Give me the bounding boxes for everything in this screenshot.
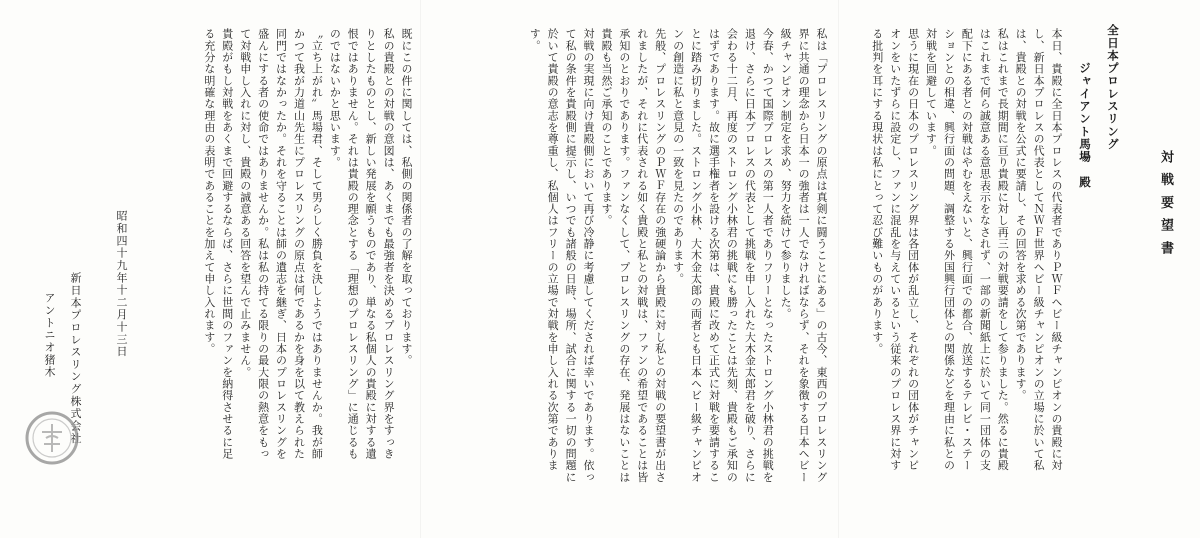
recipient-organization: 全日本プロレスリング <box>1106 24 1120 151</box>
body-paragraph-5: 今春、かつて国際プロレスの第一人者でありフリーとなったストロング小林君の挑戦を退け、さらに日本プロレスの代表として挑戦を申し入れた大木金太郎君を破り、さらに会わる十二月、再度のストロング小林君の挑戦にも勝ったことは先刻、貴殿もご承知のはずであります。故に選手権者を設ける次第は、貴殿に改めて正式に対戦を要請することに踏み切りました。ストロング小林、大木金太郎の両者とも日本ヘビー級チャンピオンの創造に私と意見の一致を見たのであります。 <box>671 28 775 483</box>
body-column-2 <box>435 28 830 488</box>
body-paragraph-8: 既にこの件に関しては、私側の関係者の了解を取っております。 <box>400 28 413 367</box>
body-paragraph-10: 〝立ち上がれ〟馬場君、そして男らしく勝負を決しようではありませんか。我が師かつて我が力道山先生にプロレスリングの原点は何であるかを身を以て教えられた同門ではなかったか。それを守ることは師の遺志を継ぎ、日本のプロレスリングを盛んにする者の使命ではありませんか。私は私の持てる限りの最大限の熱意をもって対戦申し入れに対し、貴殿の誠意ある回答を望んで止みません。 <box>238 28 324 460</box>
document-title: 対戦要望書 <box>1158 150 1173 264</box>
seal-stamp-icon <box>22 408 82 468</box>
body-paragraph-2: 私はこれまで長期間に亘り貴殿に対し再三の対戦要請をして参りました。然るに貴殿はこれまで何ら誠意ある意思表示をなされず、一部の新聞紙上に於いて同一団体の支配下にある者との対戦はやむをえないと、興行面での都合、放送するテレビ・ステーションとの相違、興行面の問題、調整する外国興行団体との関係などを理由に私との対戦を回避しています。 <box>924 28 1010 472</box>
body-paragraph-6: 先般、プロレスリングのＰＷＦ存在の強硬論から貴殿に対し私との対戦の要望書が出されましたが、それに代表される如く貴殿と私との対戦は、ファンの希望であることは皆承知のとおりであります。ファンなくして、プロレスリングの存在、発展はないことは貴殿も当然ご承知のことであります。 <box>599 28 667 483</box>
sender-company: 新日本プロレスリング株式会社 <box>69 272 82 445</box>
recipient-name: ジャイアント馬場 殿 <box>1078 62 1092 189</box>
body-column-1 <box>845 28 1065 476</box>
page-fold <box>420 0 421 538</box>
document-date: 昭和四十九年十二月十三日 <box>115 210 128 358</box>
body-paragraph-1: 本日、貴殿に全日本プロレスの代表者でありＰＷＦヘビー級チャンピオンの貴殿に対し、新日本プロレスの代表としてＮＷＦ世界ヘビー級チャンピオンの立場に於いて私は、貴殿との対戦を公式に要請し、その回答を求める次第であります。 <box>1014 28 1063 472</box>
body-paragraph-9: 私の貴殿との対戦の意図は、あくまでも最強者を決めるプロレスリング界をすっきりとしたものとし、新しい発展を願うものであり、単なる私個人の貴殿に対する遺恨ではありません。それは貴殿の理念とする「理想のプロレスリング」に通じるものではないかと思います。 <box>328 28 396 460</box>
body-column-3 <box>130 28 415 468</box>
body-paragraph-3: 思うに現在の日本のプロレスリング界は各団体が乱立し、それぞれの団体がチャンピオンをいたずらに設定し、ファンに混乱を与えているという従来のプロレス界に対する批判を耳にする現状は私にとって忍び難いものがあります。 <box>870 28 920 472</box>
body-paragraph-11: 貴殿がもし対戦をあくまで回避するならば、さらに世間のファンを納得させるに足る充分な明確な理由の表明であることを加えて申し入れます。 <box>202 28 234 460</box>
body-paragraph-4: 私は「プロレスリングの原点は真剣に闘うことにある」の古今、東西のプロレスリング界に共通の理念から日本一の強者は一人でなければならず、それを象徴する日本ヘビー級チャンピオン制定を求め、努力を続けて参りました。 <box>779 28 828 483</box>
sender-name: アントニオ猪木 <box>43 292 56 379</box>
body-paragraph-7: 対戦の実現に向け貴殿側において再び冷静に考慮してくだされば幸いであります。依って私の条件を貴殿側に提示し、いつでも諸般の日時、場所、試合に関する一切の問題に於いて貴殿の意志を尊重し、私個人はフリーの立場で対戦を申し入れる次第であります。 <box>528 28 596 483</box>
page-fold <box>838 0 839 538</box>
